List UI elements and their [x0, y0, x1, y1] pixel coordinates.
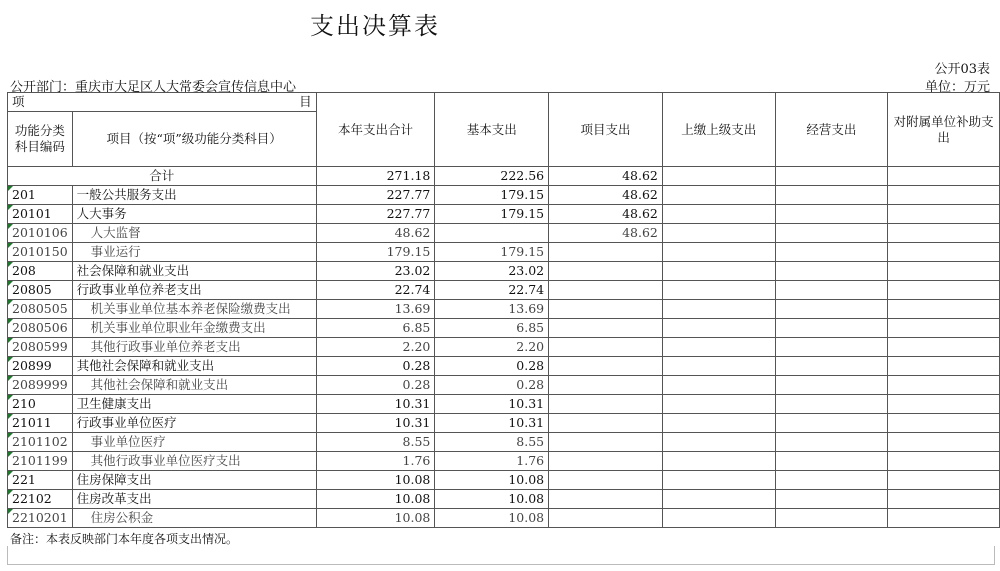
row-c2: 10.08 — [435, 509, 549, 528]
row-code: 2080506 — [8, 319, 73, 338]
row-c1: 10.08 — [316, 471, 435, 490]
row-c3 — [549, 262, 663, 281]
row-c5 — [775, 224, 888, 243]
row-c1: 48.62 — [316, 224, 435, 243]
row-c4 — [662, 376, 775, 395]
row-c4 — [662, 186, 775, 205]
row-c4 — [662, 319, 775, 338]
row-c4 — [662, 224, 775, 243]
row-c4 — [662, 490, 775, 509]
row-c1: 227.77 — [316, 205, 435, 224]
row-c5 — [775, 490, 888, 509]
row-c4 — [662, 262, 775, 281]
row-c3 — [549, 395, 663, 414]
row-c2: 6.85 — [435, 319, 549, 338]
row-c1: 10.08 — [316, 509, 435, 528]
row-code: 221 — [8, 471, 73, 490]
row-c5 — [775, 414, 888, 433]
row-c2: 1.76 — [435, 452, 549, 471]
row-c3 — [549, 433, 663, 452]
row-c3 — [549, 509, 663, 528]
row-name: 一般公共服务支出 — [72, 186, 316, 205]
row-c3 — [549, 376, 663, 395]
row-c5 — [775, 186, 888, 205]
page-title: 支出决算表 — [310, 12, 440, 40]
row-c6 — [888, 433, 1000, 452]
row-code: 20805 — [8, 281, 73, 300]
row-c4 — [662, 395, 775, 414]
row-c3 — [549, 414, 663, 433]
header-item-left: 项 — [12, 94, 25, 109]
table-row — [8, 490, 1000, 509]
row-c4 — [662, 452, 775, 471]
header-col6: 对附属单位补助支出 — [888, 93, 1000, 167]
row-c3 — [549, 471, 663, 490]
row-c6 — [888, 414, 1000, 433]
total-c3: 48.62 — [549, 167, 663, 186]
row-code: 210 — [8, 395, 73, 414]
row-c5 — [775, 509, 888, 528]
total-label: 合计 — [8, 167, 317, 186]
row-c1: 23.02 — [316, 262, 435, 281]
row-c6 — [888, 243, 1000, 262]
row-name: 事业运行 — [72, 243, 316, 262]
row-code: 2010106 — [8, 224, 73, 243]
row-c3 — [549, 338, 663, 357]
row-c1: 0.28 — [316, 376, 435, 395]
row-c2: 13.69 — [435, 300, 549, 319]
row-c5 — [775, 205, 888, 224]
row-c6 — [888, 281, 1000, 300]
row-c2: 22.74 — [435, 281, 549, 300]
header-item-right: 目 — [299, 94, 312, 109]
row-c1: 10.31 — [316, 414, 435, 433]
row-c3 — [549, 300, 663, 319]
table-row — [8, 433, 1000, 452]
total-c4 — [662, 167, 775, 186]
row-c5 — [775, 452, 888, 471]
table-row — [8, 186, 1000, 205]
row-code: 20101 — [8, 205, 73, 224]
row-c1: 10.31 — [316, 395, 435, 414]
row-c1: 10.08 — [316, 490, 435, 509]
row-name: 机关事业单位基本养老保险缴费支出 — [72, 300, 316, 319]
table-row — [8, 300, 1000, 319]
row-c2: 2.20 — [435, 338, 549, 357]
row-c4 — [662, 243, 775, 262]
row-code: 2080505 — [8, 300, 73, 319]
row-name: 住房改革支出 — [72, 490, 316, 509]
row-c4 — [662, 433, 775, 452]
table-row — [8, 262, 1000, 281]
row-c4 — [662, 509, 775, 528]
row-name: 其他行政事业单位医疗支出 — [72, 452, 316, 471]
row-c4 — [662, 414, 775, 433]
row-code: 2080599 — [8, 338, 73, 357]
header-name: 项目（按“项”级功能分类科目） — [72, 112, 316, 167]
row-name: 行政事业单位医疗 — [72, 414, 316, 433]
total-c2: 222.56 — [435, 167, 549, 186]
table-row — [8, 509, 1000, 528]
row-code: 22102 — [8, 490, 73, 509]
row-c5 — [775, 376, 888, 395]
row-c5 — [775, 395, 888, 414]
row-c6 — [888, 262, 1000, 281]
table-row — [8, 205, 1000, 224]
row-c6 — [888, 452, 1000, 471]
table-row — [8, 224, 1000, 243]
row-c3 — [549, 243, 663, 262]
row-name: 社会保障和就业支出 — [72, 262, 316, 281]
row-name: 其他社会保障和就业支出 — [72, 357, 316, 376]
row-c2: 0.28 — [435, 357, 549, 376]
header-item — [8, 93, 317, 112]
row-c3: 48.62 — [549, 205, 663, 224]
row-c3: 48.62 — [549, 224, 663, 243]
row-c6 — [888, 186, 1000, 205]
row-c1: 227.77 — [316, 186, 435, 205]
header-col2: 基本支出 — [435, 93, 549, 167]
row-name: 卫生健康支出 — [72, 395, 316, 414]
row-c2 — [435, 224, 549, 243]
row-c5 — [775, 243, 888, 262]
header-code: 功能分类科目编码 — [8, 112, 73, 167]
row-c2: 179.15 — [435, 186, 549, 205]
table-row — [8, 376, 1000, 395]
department-label: 公开部门：重庆市大足区人大常委会宣传信息中心 — [10, 80, 297, 95]
table-row — [8, 319, 1000, 338]
row-c5 — [775, 433, 888, 452]
row-c2: 8.55 — [435, 433, 549, 452]
row-c5 — [775, 300, 888, 319]
total-row — [8, 167, 1000, 186]
row-c3 — [549, 452, 663, 471]
row-c4 — [662, 281, 775, 300]
row-name: 人大事务 — [72, 205, 316, 224]
row-c6 — [888, 490, 1000, 509]
row-c4 — [662, 357, 775, 376]
table-row — [8, 243, 1000, 262]
row-name: 行政事业单位养老支出 — [72, 281, 316, 300]
unit-label: 单位：万元 — [924, 80, 990, 95]
row-c6 — [888, 300, 1000, 319]
footnote: 备注：本表反映部门本年度各项支出情况。 — [10, 532, 239, 546]
header-col4: 上缴上级支出 — [662, 93, 775, 167]
expenditure-table — [7, 92, 1000, 528]
footer-empty-row — [7, 546, 995, 565]
row-c2: 0.28 — [435, 376, 549, 395]
row-code: 2101199 — [8, 452, 73, 471]
form-code: 公开03表 — [934, 62, 990, 77]
row-c5 — [775, 338, 888, 357]
row-c2: 23.02 — [435, 262, 549, 281]
row-c6 — [888, 471, 1000, 490]
row-c6 — [888, 205, 1000, 224]
row-c1: 0.28 — [316, 357, 435, 376]
row-name: 其他社会保障和就业支出 — [72, 376, 316, 395]
row-c4 — [662, 471, 775, 490]
table-row — [8, 414, 1000, 433]
row-c6 — [888, 509, 1000, 528]
row-c6 — [888, 395, 1000, 414]
row-c6 — [888, 224, 1000, 243]
row-c2: 10.31 — [435, 395, 549, 414]
row-c6 — [888, 357, 1000, 376]
row-c2: 10.31 — [435, 414, 549, 433]
row-c5 — [775, 319, 888, 338]
row-c5 — [775, 357, 888, 376]
row-c1: 8.55 — [316, 433, 435, 452]
row-c1: 1.76 — [316, 452, 435, 471]
row-c6 — [888, 376, 1000, 395]
row-c5 — [775, 262, 888, 281]
row-c4 — [662, 205, 775, 224]
row-c2: 10.08 — [435, 490, 549, 509]
row-c3 — [549, 281, 663, 300]
table-row — [8, 281, 1000, 300]
header-col1: 本年支出合计 — [316, 93, 435, 167]
row-code: 2210201 — [8, 509, 73, 528]
row-name: 机关事业单位职业年金缴费支出 — [72, 319, 316, 338]
header-col3: 项目支出 — [549, 93, 663, 167]
header-col5: 经营支出 — [775, 93, 888, 167]
row-c2: 179.15 — [435, 205, 549, 224]
row-code: 2101102 — [8, 433, 73, 452]
row-c2: 179.15 — [435, 243, 549, 262]
total-c6 — [888, 167, 1000, 186]
row-c1: 13.69 — [316, 300, 435, 319]
row-code: 20899 — [8, 357, 73, 376]
table-row — [8, 452, 1000, 471]
table-row — [8, 338, 1000, 357]
row-c4 — [662, 338, 775, 357]
row-name: 事业单位医疗 — [72, 433, 316, 452]
row-c1: 6.85 — [316, 319, 435, 338]
row-c5 — [775, 471, 888, 490]
row-c4 — [662, 300, 775, 319]
total-c1: 271.18 — [316, 167, 435, 186]
row-name: 住房保障支出 — [72, 471, 316, 490]
table-row — [8, 395, 1000, 414]
table-row — [8, 471, 1000, 490]
row-c1: 2.20 — [316, 338, 435, 357]
row-c2: 10.08 — [435, 471, 549, 490]
row-code: 2089999 — [8, 376, 73, 395]
row-c1: 179.15 — [316, 243, 435, 262]
row-c6 — [888, 338, 1000, 357]
row-c5 — [775, 281, 888, 300]
row-name: 人大监督 — [72, 224, 316, 243]
row-code: 21011 — [8, 414, 73, 433]
row-c3: 48.62 — [549, 186, 663, 205]
total-c5 — [775, 167, 888, 186]
row-c3 — [549, 319, 663, 338]
row-c1: 22.74 — [316, 281, 435, 300]
table-row — [8, 357, 1000, 376]
row-name: 住房公积金 — [72, 509, 316, 528]
row-c3 — [549, 490, 663, 509]
row-c6 — [888, 319, 1000, 338]
row-c3 — [549, 357, 663, 376]
row-code: 208 — [8, 262, 73, 281]
row-code: 2010150 — [8, 243, 73, 262]
row-name: 其他行政事业单位养老支出 — [72, 338, 316, 357]
row-code: 201 — [8, 186, 73, 205]
